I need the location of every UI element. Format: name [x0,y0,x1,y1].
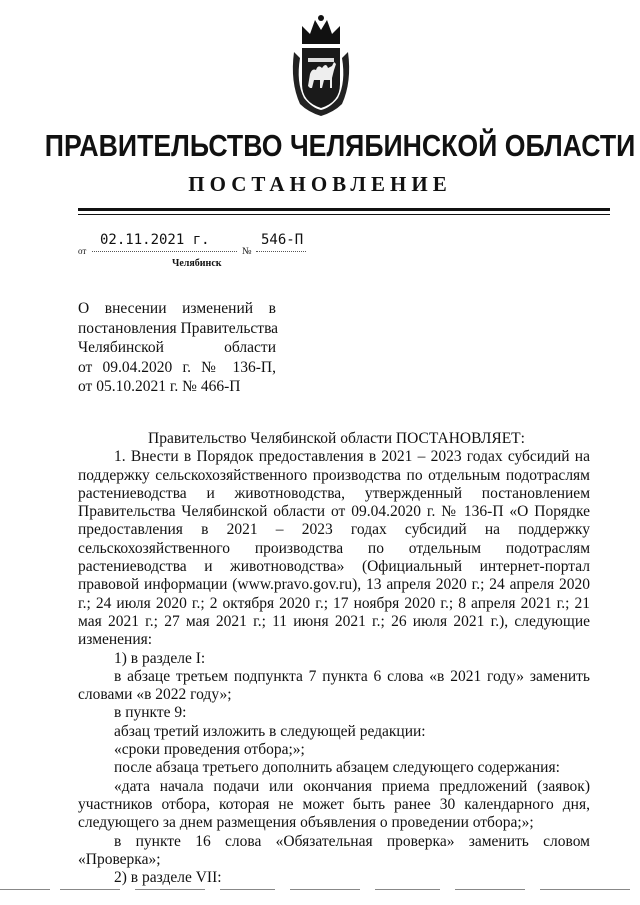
coat-of-arms-icon [288,12,354,118]
government-name: ПРАВИТЕЛЬСТВО ЧЕЛЯБИНСКОЙ ОБЛАСТИ [44,128,636,163]
resolution-intro: Правительство Челябинской области ПОСТАНОВЛЯЕТ: [148,430,525,447]
subject-line: О внесении изменений в [78,300,276,317]
body-paragraph: 2) в разделе VII: [114,869,222,887]
body-paragraph: после абзаца третьего дополнить абзацем следующего содержания: [114,759,560,777]
document-body [78,430,590,887]
document-number: 546-П [261,232,304,248]
body-paragraph: «дата начала подачи или окончания приема предложений (заявок) участников отбора, которая не может быть ранее 30 календарного дня, следующего за днем размещения объявления о проведении отбора;»; [78,777,590,832]
date-prefix-label: от [78,246,87,256]
body-paragraph: в пункте 9: [114,704,187,722]
subject-line: Челябинской области [78,339,276,356]
document-subject [78,299,279,397]
scan-artifact-marks [0,886,640,892]
subject-line: от 09.04.2020 г. № 136-П, [78,358,276,376]
document-date: 02.11.2021 г. [100,232,210,248]
subject-line: от 05.10.2021 г. № 466-П [78,378,241,395]
date-underline [92,251,237,252]
subject-line: постановления Правительства [78,319,279,337]
number-sign-label: № [242,246,252,257]
document-city: Челябинск [172,258,222,269]
body-paragraph: 1) в разделе I: [114,649,206,667]
header-rule-thick [78,208,610,211]
document-type: ПОСТАНОВЛЕНИЕ [188,172,452,196]
body-paragraph: абзац третий изложить в следующей редакции: [114,722,426,740]
header-rule-thin [78,214,610,215]
body-paragraph: «сроки проведения отбора;»; [114,741,305,759]
body-paragraph: в абзаце третьем подпункта 7 пункта 6 слова «в 2021 году» заменить словами «в 2022 году»; [78,667,590,704]
body-paragraph: в пункте 16 слова «Обязательная проверка» заменить словом «Проверка»; [78,832,590,868]
number-underline [256,251,306,252]
body-paragraph: 1. Внести в Порядок предоставления в 2021 – 2023 годах субсидий на поддержку сельскохозяйственного производства по отдельным подотраслям растениеводства и животноводства, утвержденный постановлением Правительства Челябинской области от 09.04.2020 г. № 136-П «О Порядке предоставления в 2021 – 2023 годах субсидий на поддержку сельскохозяйственного производства по отдельным подотраслям растениеводства и животноводства» (Официальный интернет-портал правовой информации (www.pravo.gov.ru), 13 апреля 2020 г.; 24 апреля 2020 г.; 24 июля 2020 г.; 2 октября 2020 г.; 17 ноября 2020 г.; 8 апреля 2021 г.; 21 мая 2021 г.; 27 мая 2021 г.; 11 июня 2021 г.; 26 июля 2021 г.), следующие изменения: [78,448,590,649]
